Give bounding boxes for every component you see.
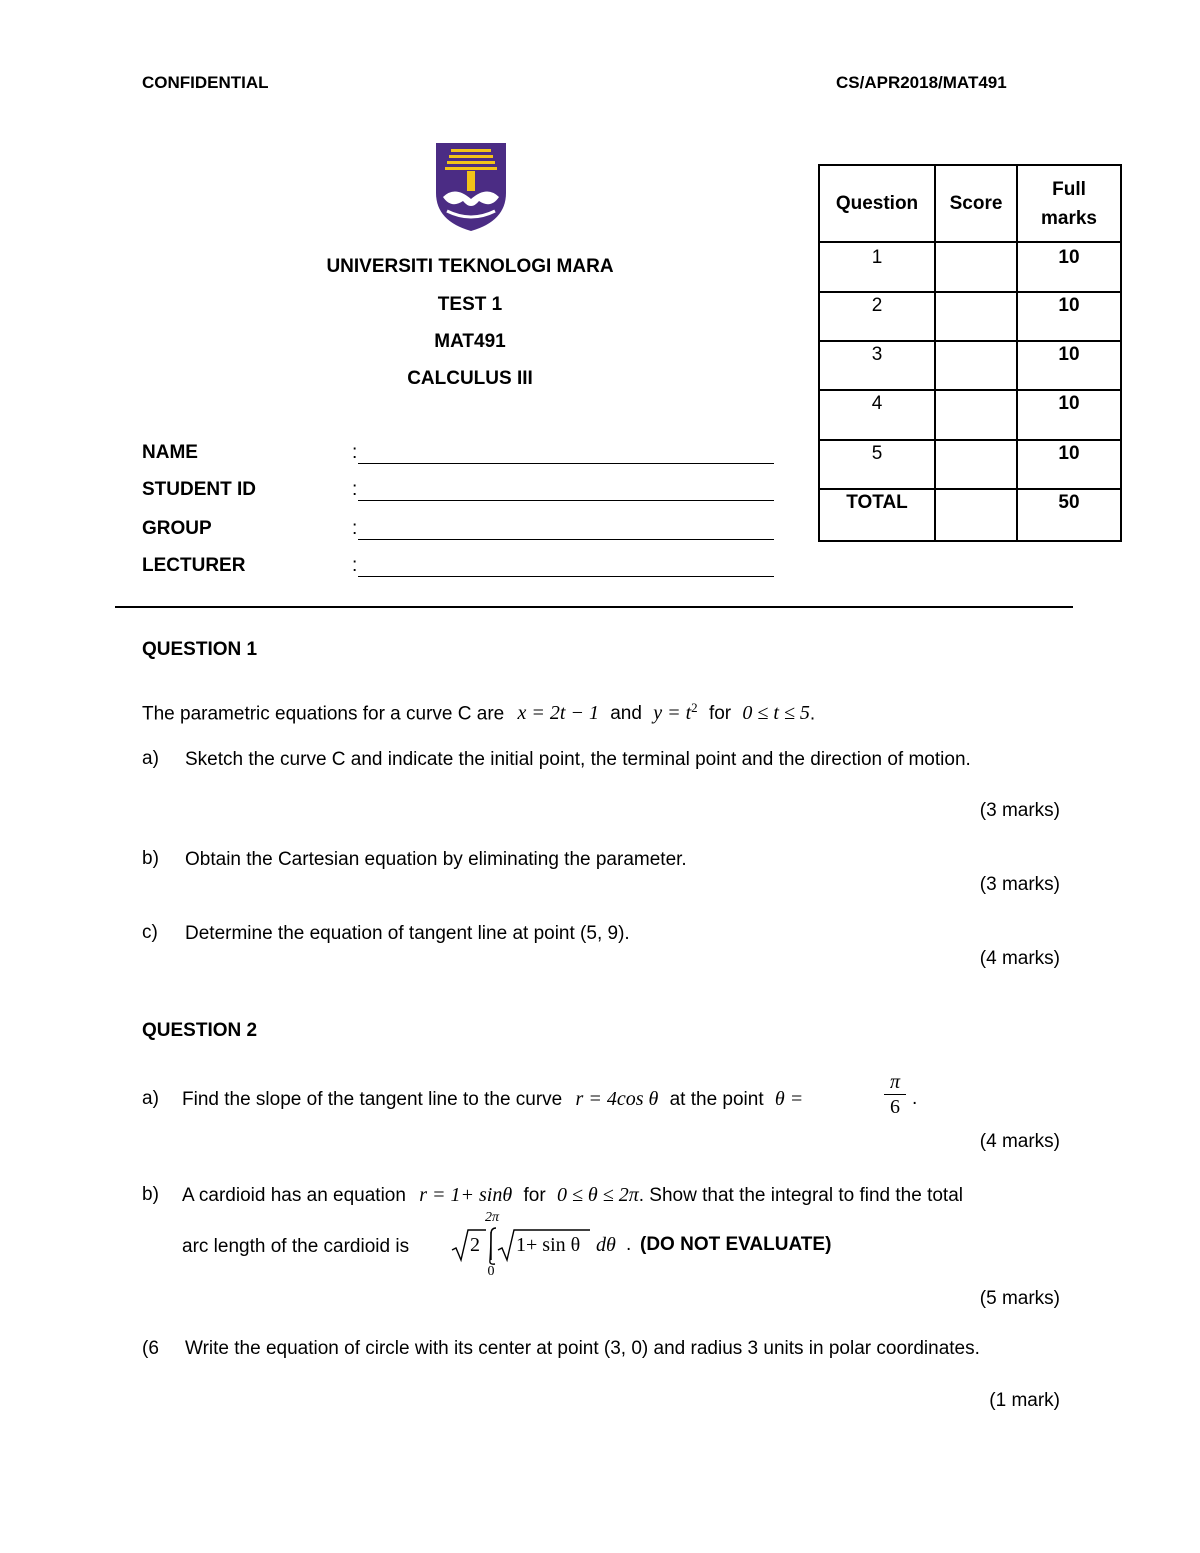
- full-marks-cell: 10: [1017, 390, 1121, 440]
- university-name: UNIVERSITI TEKNOLOGI MARA: [326, 256, 614, 277]
- q2-c-text: Write the equation of circle with its center at point (3, 0) and radius 3 units in polar coordinates.: [185, 1338, 980, 1359]
- header-confidential: CONFIDENTIAL: [142, 73, 269, 92]
- q2-a-eq: r = 4cos θ: [575, 1088, 659, 1110]
- group-blank-line[interactable]: [358, 539, 774, 540]
- q1-period: .: [809, 703, 816, 725]
- field-colon: :: [352, 518, 358, 539]
- section-divider: [115, 606, 1073, 608]
- fraction-numerator: π: [889, 1071, 901, 1093]
- table-row: [819, 292, 1121, 341]
- q2-a-text2: at the point: [669, 1089, 764, 1110]
- field-colon: :: [352, 555, 358, 576]
- field-label-name: NAME: [142, 442, 198, 463]
- q2-a-fraction: [882, 1070, 908, 1119]
- sqrt-two: 2: [470, 1234, 480, 1256]
- q1-intro-text: The parametric equations for a curve C are: [142, 703, 505, 725]
- q2-a-line: [182, 1086, 803, 1113]
- test-title: TEST 1: [437, 294, 503, 315]
- q1-a-label: a): [142, 748, 159, 769]
- field-label-lecturer: LECTURER: [142, 555, 246, 576]
- integrand: 1+ sin θ: [516, 1234, 581, 1256]
- question-number: 1: [819, 242, 935, 292]
- score-cell[interactable]: [935, 292, 1017, 341]
- score-cell[interactable]: [935, 390, 1017, 440]
- field-label-student-id: STUDENT ID: [142, 479, 256, 500]
- q1-intro: [142, 695, 815, 727]
- q1-for: for: [708, 703, 732, 725]
- university-logo: [433, 141, 509, 233]
- q2-b-text3: arc length of the cardioid is: [182, 1236, 410, 1257]
- q2-b-line1: [182, 1182, 1062, 1209]
- question-2-title: QUESTION 2: [142, 1020, 258, 1041]
- integral-upper-limit: 2π: [484, 1210, 499, 1225]
- full-marks-cell: 10: [1017, 242, 1121, 292]
- field-colon: :: [352, 479, 358, 500]
- question-number: 3: [819, 341, 935, 390]
- fraction-denominator: 6: [890, 1096, 900, 1118]
- table-row: [819, 341, 1121, 390]
- total-score-cell[interactable]: [935, 489, 1017, 541]
- table-row: [819, 242, 1121, 292]
- score-cell[interactable]: [935, 440, 1017, 489]
- field-label-group: GROUP: [142, 518, 212, 539]
- name-blank-line[interactable]: [358, 463, 774, 464]
- table-row: [819, 440, 1121, 489]
- q2-c-label: (6: [142, 1338, 159, 1359]
- table-header-question: Question: [819, 165, 935, 242]
- total-full-marks: 50: [1017, 489, 1121, 541]
- student-id-blank-line[interactable]: [358, 500, 774, 501]
- q2-a-label: a): [142, 1088, 159, 1109]
- question-number: 5: [819, 440, 935, 489]
- table-row: [819, 390, 1121, 440]
- d-theta: dθ: [596, 1234, 616, 1256]
- q2-b-range: 0 ≤ θ ≤ 2π: [556, 1184, 639, 1206]
- q2-b-text1: A cardioid has an equation: [182, 1185, 406, 1206]
- q1-a-marks: (3 marks): [979, 800, 1060, 821]
- question-1-title: QUESTION 1: [142, 639, 258, 660]
- course-name: CALCULUS III: [407, 368, 533, 389]
- score-cell[interactable]: [935, 242, 1017, 292]
- q2-b-eq: r = 1+ sinθ: [419, 1184, 513, 1206]
- header-document-code: CS/APR2018/MAT491: [836, 73, 1007, 92]
- lecturer-blank-line[interactable]: [358, 576, 774, 577]
- q1-range: 0 ≤ t ≤ 5: [742, 702, 810, 725]
- q2-a-period: .: [912, 1088, 918, 1109]
- table-header-score: Score: [935, 165, 1017, 242]
- q1-b-marks: (3 marks): [979, 874, 1060, 895]
- q2-a-text: Find the slope of the tangent line to the curve: [182, 1089, 563, 1110]
- full-marks-line2: marks: [1041, 207, 1097, 229]
- full-marks-line1: Full: [1052, 178, 1086, 200]
- q2-a-marks: (4 marks): [979, 1131, 1060, 1152]
- table-header-full-marks: [1017, 165, 1121, 242]
- marks-table: [818, 164, 1122, 542]
- q1-c-marks: (4 marks): [979, 948, 1060, 969]
- q2-b-for: for: [523, 1185, 546, 1206]
- field-colon: :: [352, 442, 358, 463]
- q2-b-period: .: [626, 1234, 632, 1255]
- q1-eq-x: x = 2t − 1: [517, 702, 599, 725]
- course-code: MAT491: [434, 331, 506, 352]
- full-marks-cell: 10: [1017, 341, 1121, 390]
- q2-b-text2: . Show that the integral to find the total: [638, 1185, 963, 1206]
- q1-b-label: b): [142, 848, 159, 869]
- q1-b-text: Obtain the Cartesian equation by eliminating the parameter.: [185, 849, 687, 870]
- q2-a-theta: θ =: [774, 1088, 804, 1110]
- total-label: TOTAL: [819, 489, 935, 541]
- q1-a-text: Sketch the curve C and indicate the initial point, the terminal point and the direction of motion.: [185, 749, 971, 770]
- integral-lower-limit: 0: [487, 1264, 495, 1279]
- q1-eq-y-exp: 2: [691, 700, 698, 715]
- score-cell[interactable]: [935, 341, 1017, 390]
- q1-c-text: Determine the equation of tangent line at point (5, 9).: [185, 923, 630, 944]
- q2-c-marks: (1 mark): [989, 1390, 1060, 1411]
- full-marks-cell: 10: [1017, 292, 1121, 341]
- table-row-total: [819, 489, 1121, 541]
- q1-eq-y: y = t: [653, 702, 692, 725]
- question-number: 2: [819, 292, 935, 341]
- q1-and: and: [610, 703, 642, 725]
- q1-c-label: c): [142, 922, 158, 943]
- q2-b-marks: (5 marks): [979, 1288, 1060, 1309]
- q2-b-note: (DO NOT EVALUATE): [640, 1234, 832, 1255]
- full-marks-cell: 10: [1017, 440, 1121, 489]
- question-number: 4: [819, 390, 935, 440]
- q2-b-label: b): [142, 1184, 159, 1205]
